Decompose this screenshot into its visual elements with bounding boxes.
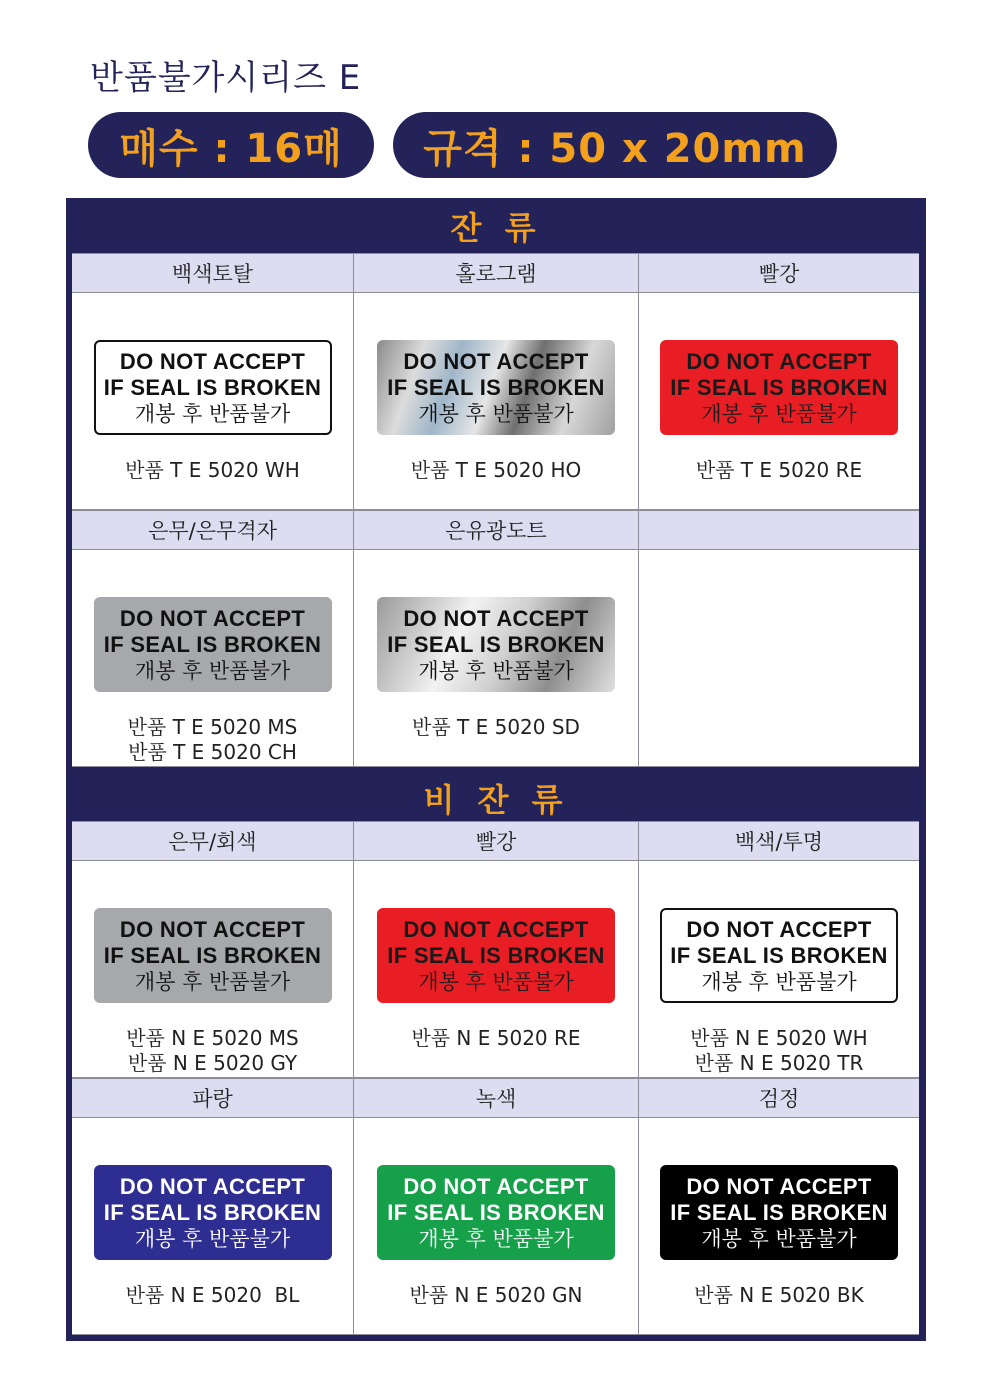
label-text-line2: IF SEAL IS BROKEN: [103, 631, 322, 657]
label-text-line3: 개봉 후 반품불가: [418, 658, 574, 683]
product-name-header: 검정: [639, 1078, 919, 1118]
product-cell: [72, 861, 354, 1078]
label-text-line3: 개봉 후 반품불가: [134, 1226, 291, 1251]
product-name-header: 홀로그램: [354, 253, 639, 293]
product-codes: [354, 715, 638, 740]
seal-label-sample: [94, 597, 332, 692]
label-text-line3: 개봉 후 반품불가: [418, 969, 574, 994]
label-text-line1: DO NOT ACCEPT: [403, 348, 589, 374]
product-codes: [72, 1283, 353, 1308]
product-codes: [639, 1283, 919, 1308]
label-text-line2: IF SEAL IS BROKEN: [103, 1199, 322, 1225]
label-text-line3: 개봉 후 반품불가: [701, 1226, 857, 1251]
product-name-header: 은무/회색: [72, 821, 354, 861]
product-name-header: 파랑: [72, 1078, 354, 1118]
label-text-line1: DO NOT ACCEPT: [403, 916, 589, 942]
product-code: 반품 N E 5020 BL: [125, 1283, 300, 1307]
product-code: 반품 T E 5020 RE: [695, 458, 863, 482]
label-text-line2: IF SEAL IS BROKEN: [387, 631, 605, 657]
residue-grid: [72, 253, 919, 767]
label-text-line2: IF SEAL IS BROKEN: [387, 942, 605, 968]
product-cell: [639, 1118, 919, 1335]
seal-label-sample: [377, 340, 615, 435]
seal-label-sample: [377, 908, 615, 1003]
product-table-frame: [66, 198, 926, 1341]
seal-label-sample: [660, 340, 898, 435]
product-codes: [72, 1026, 353, 1076]
seal-label-sample: [660, 908, 898, 1003]
product-code: 반품 T E 5020 WH: [125, 458, 300, 482]
label-text-line1: DO NOT ACCEPT: [119, 605, 306, 631]
product-codes: [354, 1283, 638, 1308]
section-title-non-residue: 비 잔 류: [423, 780, 569, 819]
page-title: 반품불가시리즈 E: [90, 58, 362, 98]
label-text-line2: IF SEAL IS BROKEN: [387, 1199, 605, 1225]
product-cell: [639, 293, 919, 510]
label-text-line3: 개봉 후 반품불가: [134, 658, 291, 683]
label-text-line2: IF SEAL IS BROKEN: [670, 1199, 888, 1225]
non-residue-grid: [72, 821, 919, 1335]
label-text-line3: 개봉 후 반품불가: [134, 401, 291, 426]
product-cell: [639, 550, 919, 767]
label-text-line2: IF SEAL IS BROKEN: [670, 942, 888, 968]
label-text-line3: 개봉 후 반품불가: [701, 969, 857, 994]
label-text-line3: 개봉 후 반품불가: [134, 969, 291, 994]
product-codes: [639, 1026, 919, 1076]
seal-label-sample: [377, 1165, 615, 1260]
seal-label-sample: [94, 908, 332, 1003]
product-code: 반품 N E 5020 BK: [694, 1283, 864, 1307]
label-text-line2: IF SEAL IS BROKEN: [670, 374, 888, 400]
product-codes: [72, 715, 353, 765]
product-code: 반품 N E 5020 GN: [409, 1283, 583, 1307]
label-text-line3: 개봉 후 반품불가: [418, 401, 574, 426]
seal-label-sample: [94, 340, 332, 435]
product-name-header: 백색/투명: [639, 821, 919, 861]
product-cell: [72, 550, 354, 767]
label-text-line1: DO NOT ACCEPT: [686, 1173, 872, 1199]
section-title-residue: 잔 류: [450, 208, 542, 247]
product-codes: [354, 458, 638, 483]
product-cell: [72, 1118, 354, 1335]
product-cell: [354, 861, 639, 1078]
product-code: 반품 T E 5020 CH: [128, 740, 297, 764]
label-text-line1: DO NOT ACCEPT: [686, 348, 872, 374]
label-text-line2: IF SEAL IS BROKEN: [103, 374, 322, 400]
label-text-line1: DO NOT ACCEPT: [403, 605, 589, 631]
label-text-line1: DO NOT ACCEPT: [119, 348, 306, 374]
product-name-header: 빨강: [354, 821, 639, 861]
product-code: 반품 N E 5020 RE: [411, 1026, 581, 1050]
product-cell: [354, 1118, 639, 1335]
product-code: 반품 T E 5020 HO: [410, 458, 582, 482]
quantity-badge: 매수 : 16매: [88, 112, 374, 178]
label-text-line3: 개봉 후 반품불가: [701, 401, 857, 426]
product-name-header: 녹색: [354, 1078, 639, 1118]
product-name-header: [639, 510, 919, 550]
label-text-line1: DO NOT ACCEPT: [119, 1173, 306, 1199]
product-code: 반품 T E 5020 SD: [412, 715, 580, 739]
label-text-line2: IF SEAL IS BROKEN: [387, 374, 605, 400]
label-text-line2: IF SEAL IS BROKEN: [103, 942, 322, 968]
product-codes: [639, 458, 919, 483]
product-code: 반품 T E 5020 MS: [127, 715, 298, 739]
product-code: 반품 N E 5020 GY: [127, 1051, 298, 1075]
seal-label-sample: [660, 1165, 898, 1260]
product-cell: [72, 293, 354, 510]
seal-label-sample: [94, 1165, 332, 1260]
label-text-line1: DO NOT ACCEPT: [686, 916, 872, 942]
product-name-header: 빨강: [639, 253, 919, 293]
product-cell: [639, 861, 919, 1078]
label-text-line1: DO NOT ACCEPT: [119, 916, 306, 942]
seal-label-sample: [377, 597, 615, 692]
label-text-line1: DO NOT ACCEPT: [403, 1173, 589, 1199]
product-cell: [354, 550, 639, 767]
product-name-header: 은무/은무격자: [72, 510, 354, 550]
product-code: 반품 N E 5020 MS: [126, 1026, 299, 1050]
size-badge: 규격 : 50 x 20mm: [393, 112, 837, 178]
label-text-line3: 개봉 후 반품불가: [418, 1226, 574, 1251]
product-codes: [72, 458, 353, 483]
product-cell: [354, 293, 639, 510]
product-name-header: 백색토탈: [72, 253, 354, 293]
product-code: 반품 N E 5020 TR: [694, 1051, 864, 1075]
product-codes: [354, 1026, 638, 1051]
product-code: 반품 N E 5020 WH: [690, 1026, 868, 1050]
product-name-header: 은유광도트: [354, 510, 639, 550]
